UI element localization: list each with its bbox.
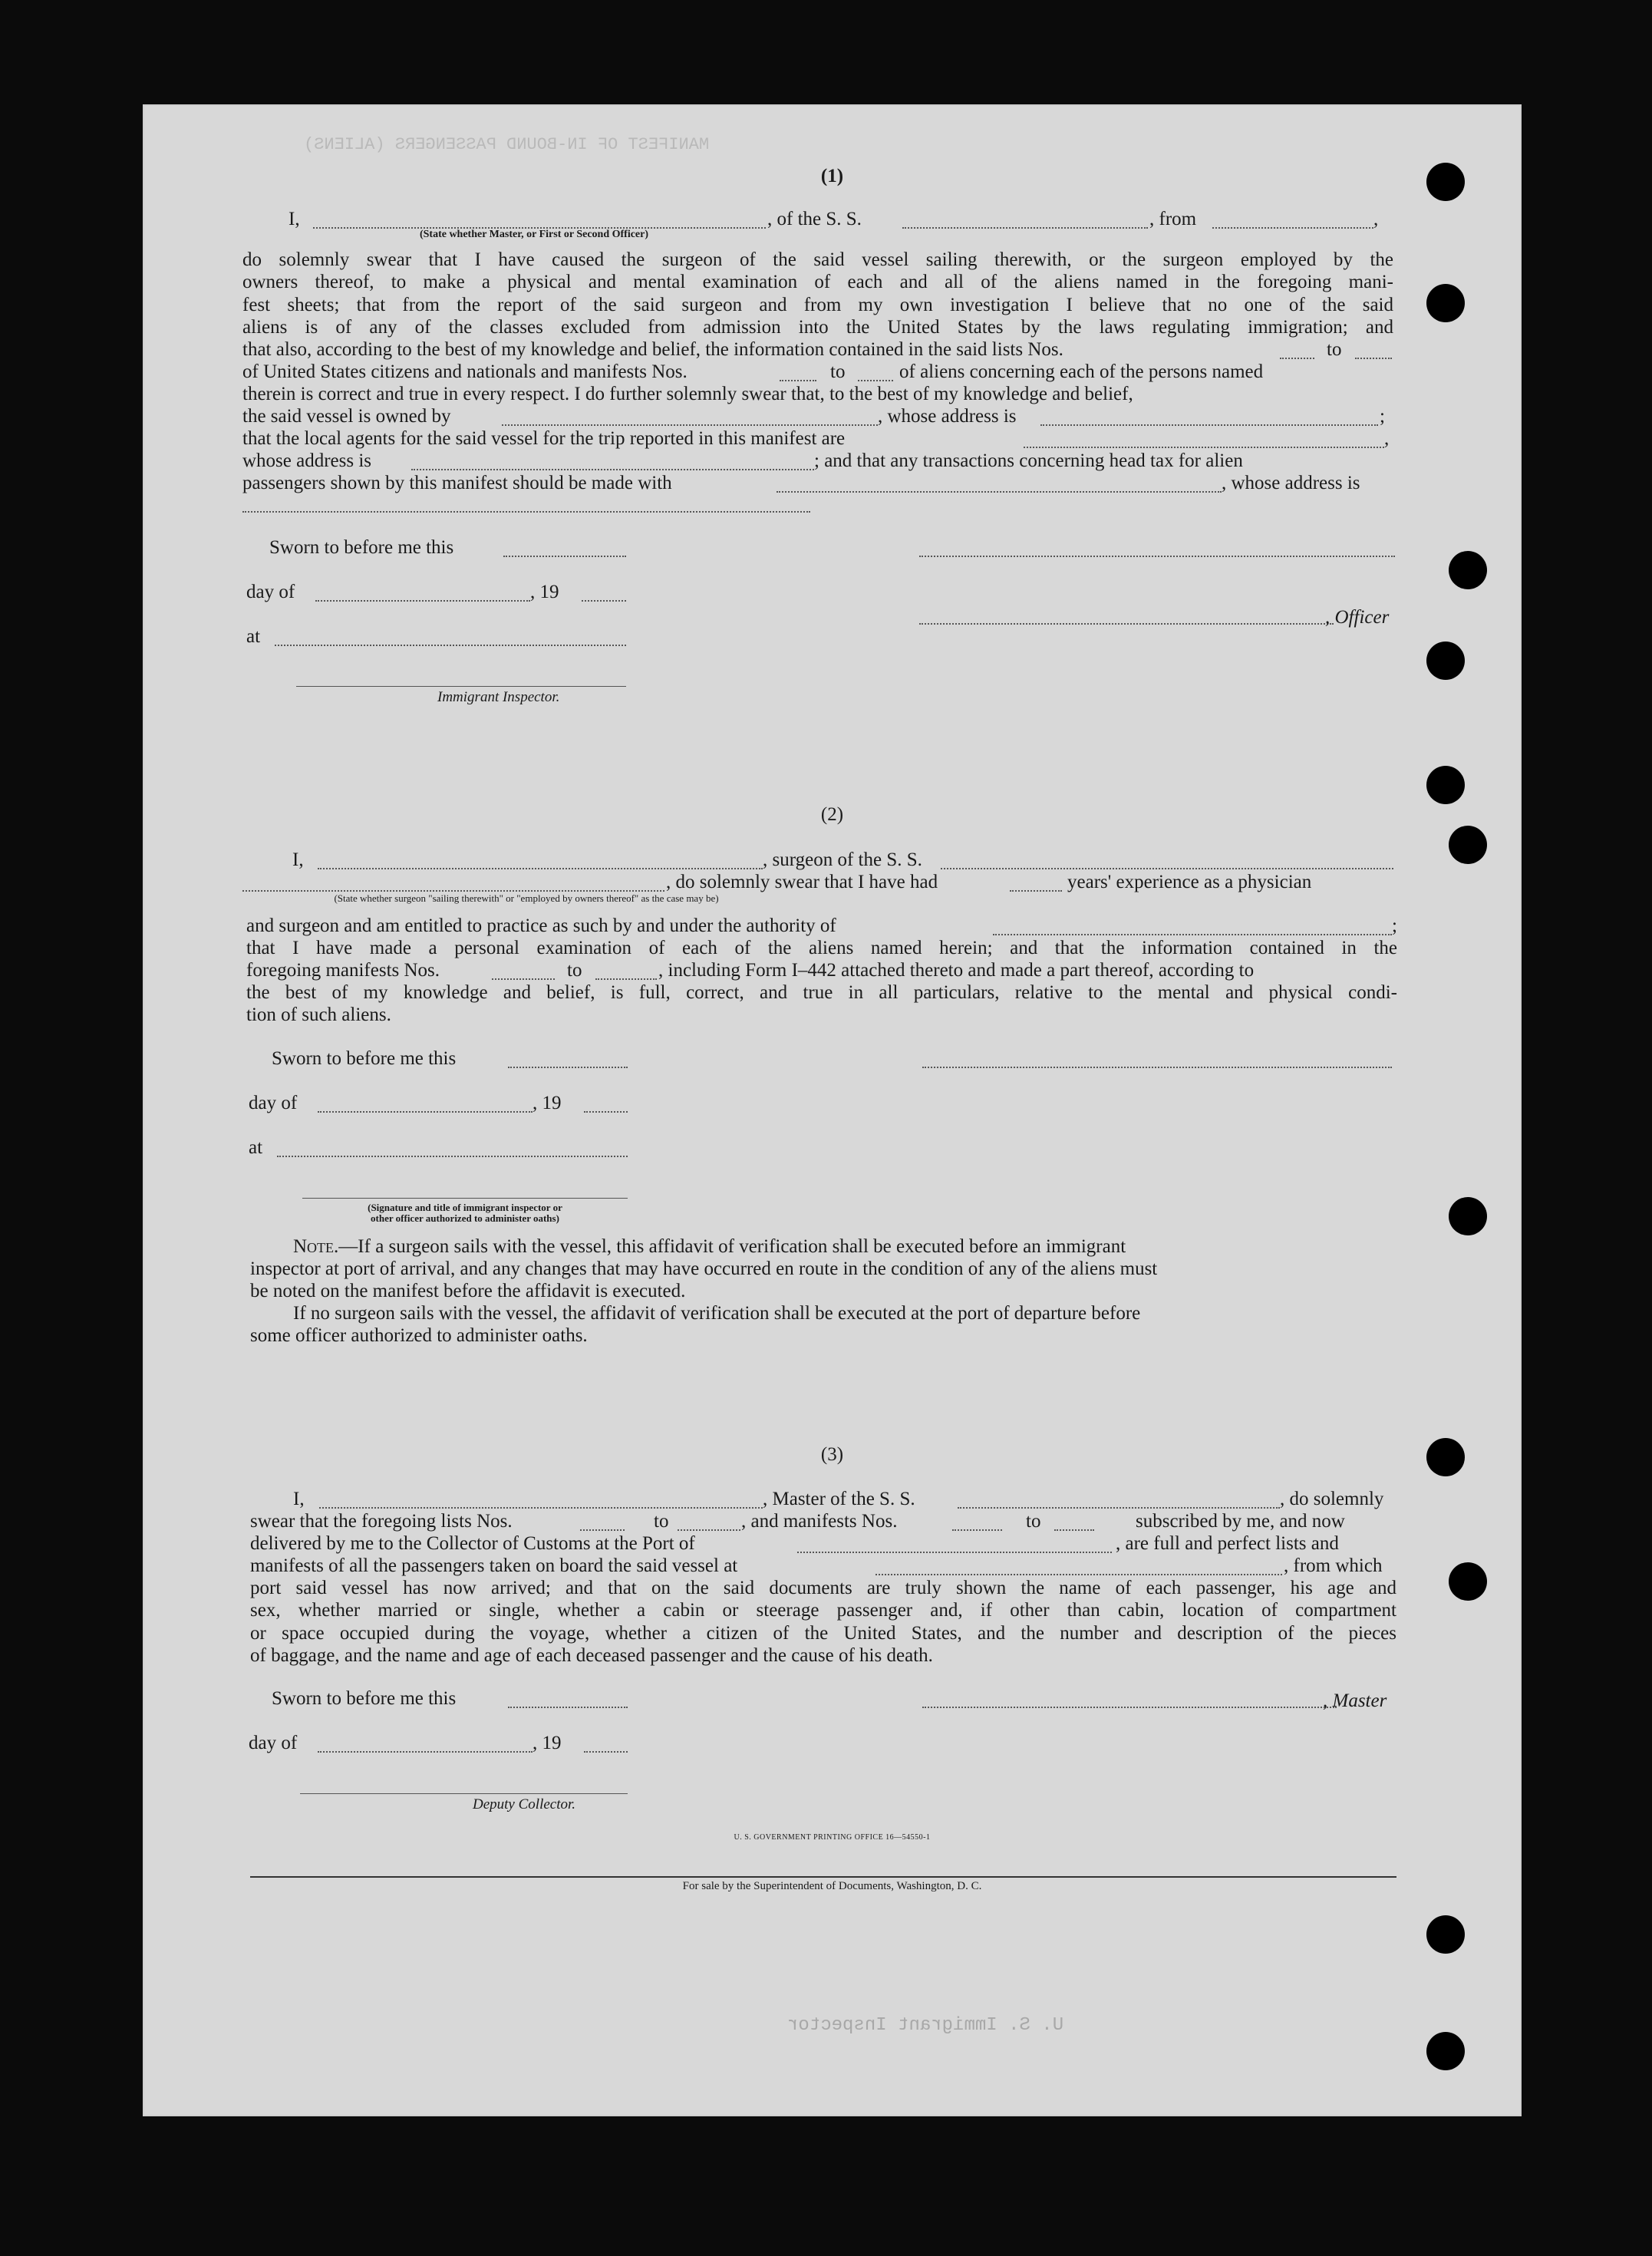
sworn-year-field-2[interactable] [584,1111,628,1113]
sworn-year-field-3[interactable] [584,1751,628,1753]
master-signature-field[interactable] [922,1707,1337,1708]
punch-hole [1426,284,1465,322]
gpo-imprint: U. S. GOVERNMENT PRINTING OFFICE 16—54550-1 [734,1833,931,1842]
punch-hole [1449,826,1487,864]
master-lists-to-field[interactable] [678,1529,740,1531]
form-page: MANIFEST OF IN-BOUND PASSENGERS (ALIENS) (1) I, , of the S. S. , from , (State whether Master, or First or Second Officer) do solemnly swear that I have caused the surgeon of the said vessel sailing therewith, or the surgeon employed by the owners thereof, to make a physical and mental examination of each and all of the aliens named in the foregoing mani- fest sheets; that from the report of the said surgeon and from my own investigation I believe that no one of the said aliens is of any of the classes excluded from admission into the United States by the laws regulating immigration; and that also, according to the best of my knowledge and belief, the information contained in the said lists Nos. to of United States citizens and nationals and manifests Nos. to of aliens concerning each of the persons named therein is correct and true in every respect. I do further solemnly swear that, to the best of my knowledge and belief, the said vessel is owned by , whose address is ; that the local agents for the said vessel for the trip reported in this manifest are , whose address is ; and that any transactions concerning head tax for alien passengers shown by this manifest should be made with , whose address is Sworn to before me this day of , 19 at , Officer Immigrant Inspector. (2) I, , surgeon of the S. S. , do solemnly swear that I have had years' experience as a physician (State whether surgeon "sailing therewith" or "employed by owners thereof" as the case may be) and surgeon and am entitled to practice as such by and under the authority of ; that I have made a personal examination of each of the aliens named herein; and that the information contained in the foregoing manifests Nos. to , including Form I–442 attached thereto and made a part thereof, according to the best of my knowledge and belief, is full, correct, and true in all particulars, relative to the mental and physical condi- tion of such aliens. Sworn to before me this day of , 19 at (Signature and title of immigrant inspector or other officer authorized to administer oaths) Note.—If a surgeon sails with the vessel, this affidavit of verification shall be executed before an immigrant inspector at port of arrival, and any changes that may have occurred en route in the condition of any of the aliens must be noted on the manifest before the affidavit is executed. If no surgeon sails with the vessel, the affidavit of verification shall be executed at the port of departure before some officer authorized to administer oaths. (3) I, , Master of the S. S. , do solemnly swear that the foregoing lists Nos. to , and manifests Nos. to subscribed by me, and now delivered by me to the Collector of Customs at the Port of , are full and perfect lists and manifests of all the passengers taken on board the said vessel at , from which port said vessel has now arrived; and that on the said documents are truly shown the name of each passenger, his age and sex, whether married or single, whether a cabin or steerage passenger and, if other than cabin, location of compartment or space occupied during the voyage, whether a citizen of the United States, and the number and description of the pieces of baggage, and the name and age of each deceased passenger and the cause of his death. Sworn to before me this , Master day of , 19 Deputy Collector. U. S. GOVERNMENT PRINTING OFFICE 16—54550-1 For sale by the Superintendent of Documents, Washington, D. C. U. S. Immigrant Inspector [143,104,1522,2116]
sworn-day-field-1[interactable] [503,556,626,557]
sworn-day-field-2[interactable] [508,1067,628,1068]
punch-hole [1449,551,1487,589]
punch-hole [1426,642,1465,680]
surgeon-signature-field[interactable] [922,1067,1392,1068]
head-tax-address-field[interactable] [242,511,810,513]
vessel-name-field[interactable] [902,227,1148,229]
owner-address-field[interactable] [1040,424,1378,426]
master-name-field[interactable] [319,1507,763,1509]
master-lists-from-field[interactable] [580,1529,625,1531]
surgeon-manifests-from-field[interactable] [492,978,555,980]
punch-hole [1449,1197,1487,1235]
section-1-number: (1) [820,166,844,186]
footer-rule [250,1876,1396,1878]
sworn-place-field-2[interactable] [277,1156,628,1157]
sworn-month-field-2[interactable] [318,1111,533,1113]
local-agents-field[interactable] [1024,447,1384,448]
master-manifests-to-field[interactable] [1054,1529,1094,1531]
manifests-to-field[interactable] [858,380,893,381]
bleed-through-stamp: U. S. Immigrant Inspector [787,2015,1064,2036]
punch-hole [1426,766,1465,804]
deputy-collector-label: Deputy Collector. [473,1796,576,1812]
head-tax-payee-field[interactable] [777,491,1222,493]
master-officer-note: (State whether Master, or First or Second Officer) [419,229,649,240]
lists-from-field[interactable] [1280,358,1314,359]
surgeon-vessel-field[interactable] [941,868,1393,869]
sworn-day-field-3[interactable] [508,1707,628,1708]
deputy-collector-signature-field[interactable] [300,1793,628,1794]
surgeon-name-field[interactable] [318,868,763,869]
punch-hole [1426,1438,1465,1476]
from-port-field[interactable] [1212,227,1373,229]
agents-address-field[interactable] [411,469,814,470]
practice-authority-field[interactable] [993,934,1392,935]
master-manifests-from-field[interactable] [952,1529,1002,1531]
punch-hole [1449,1562,1487,1601]
manifests-from-field[interactable] [780,380,816,381]
bleed-through-text: MANIFEST OF IN-BOUND PASSENGERS (ALIENS) [304,135,710,154]
officer-signature-field[interactable] [919,623,1334,625]
sworn-month-field-3[interactable] [318,1751,533,1753]
punch-hole [1426,1915,1465,1954]
inspector-signature-field-2[interactable] [302,1198,628,1199]
officer-label: , Officer [1325,607,1390,628]
sworn-year-field-1[interactable] [582,600,626,602]
owner-field[interactable] [502,424,878,426]
port-field[interactable] [797,1552,1112,1553]
from-label: , from [1149,209,1197,229]
surgeon-capacity-note: (State whether surgeon "sailing therewith" or "employed by owners thereof" as the case may be) [334,892,719,904]
sworn-month-field-1[interactable] [315,600,530,602]
master-label: , Master [1323,1690,1387,1711]
punch-hole [1426,163,1465,201]
inspector-signature-field[interactable] [296,686,626,687]
master-vessel-field[interactable] [958,1507,1280,1509]
sale-notice: For sale by the Superintendent of Documents, Washington, D. C. [682,1880,982,1892]
of-ss-label: , of the S. S. [767,209,862,229]
lists-to-field[interactable] [1355,358,1392,359]
surgeon-manifests-to-field[interactable] [595,978,657,980]
section-1-body: do solemnly swear that I have caused the surgeon of the said vessel sailing therewith, or the surgeon employed by the owners thereof, to make a physical and mental examination of each and all of the aliens named in the foregoing mani- fest sheets; that from the report of the said surgeon and from my own investigation I believe that no one of the said aliens is of any of the classes excluded from admission into the United States by the laws regulating immigration; and [242,249,1393,338]
embarkation-port-field[interactable] [875,1574,1282,1575]
punch-hole [1426,2032,1465,2070]
surgeon-capacity-field[interactable] [242,890,664,892]
years-experience-field[interactable] [1010,890,1062,892]
section-2-number: (2) [820,804,844,825]
section-3-number: (3) [820,1444,844,1465]
immigrant-inspector-label: Immigrant Inspector. [437,689,560,705]
sworn-place-field-1[interactable] [275,645,626,646]
signature-field-1[interactable] [919,556,1395,557]
section-1-i: I, [289,209,300,229]
